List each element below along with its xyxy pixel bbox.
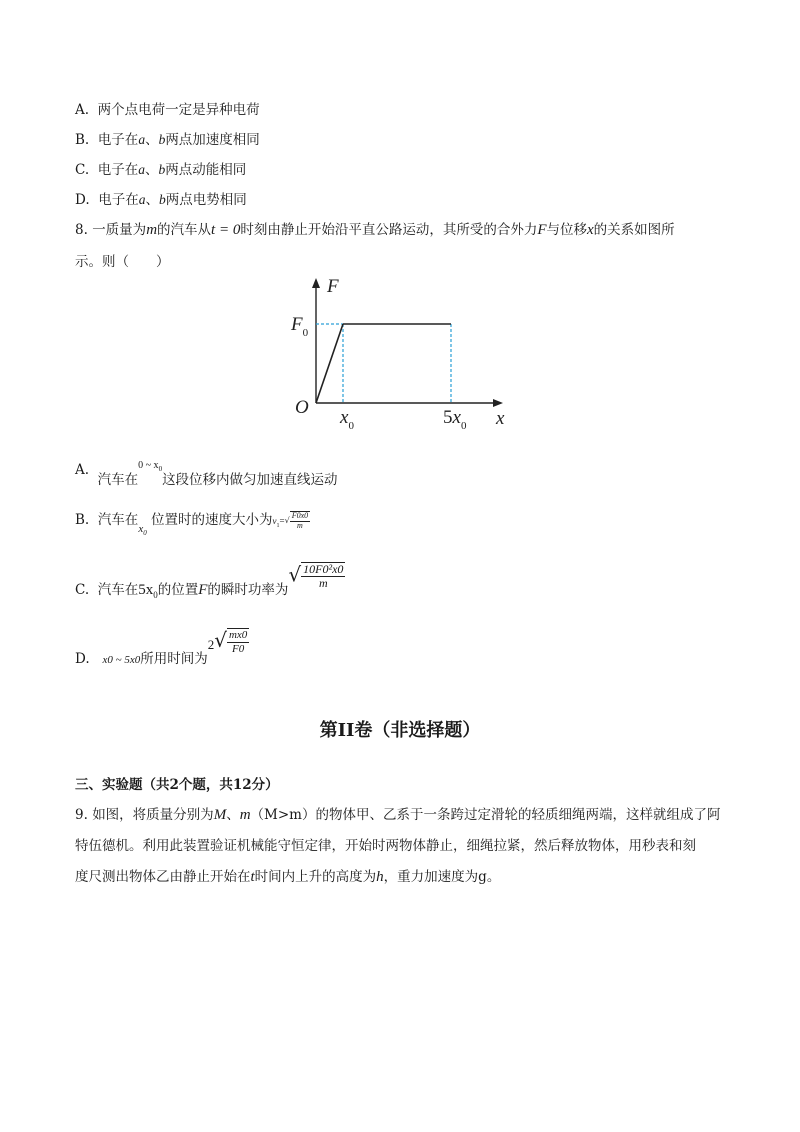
origin-label: O	[295, 397, 309, 418]
section3-heading: 三、实验题（共2个题，共12分）	[75, 777, 279, 793]
q8-option-d: D. $_{x0 \sim 5x0}$所用时间为2√ $\frac{mx0}{F0}$	[75, 628, 248, 667]
y-tick-f0: $F_0$	[291, 314, 309, 339]
y-axis-label: F	[327, 276, 339, 297]
q7-option-b: B. 电子在a、b两点加速度相同	[75, 132, 260, 148]
part2-title: 第II卷（非选择题）	[319, 720, 481, 741]
series-segment-ramp	[316, 324, 343, 403]
x-tick-x0: $x_0$	[340, 407, 354, 432]
y-axis-arrow	[312, 278, 320, 288]
q8-option-b: B. 汽车在$_{x_0}$ 位置时的速度大小为$v_1=√$ $\frac{F0x0}{m}$	[75, 510, 309, 538]
q7-option-a: A. 两个点电荷一定是异种电荷	[75, 102, 260, 118]
x-axis-label: x	[496, 408, 505, 429]
x-tick-5x0: $5x_0$	[443, 407, 467, 432]
q9-stem-line1: 9. 如图，将质量分别为M、m（M>m）的物体甲、乙系于一条跨过定滑轮的轻质细绳两端，这样就组成了阿	[75, 807, 721, 823]
q8-stem-line2: 示。则（ ）	[75, 254, 170, 270]
x-axis-arrow	[493, 399, 503, 407]
q7-option-d: D. 电子在a、b两点电势相同	[75, 192, 247, 208]
q8-option-c: C. 汽车在$5x_0$的位置F的瞬时功率为√ $\frac{\text{10F0²x0}}{m}$	[75, 562, 344, 600]
q9-stem-line3: 度尺测出物体乙由静止开始在t时间内上升的高度为h，重力加速度为g。	[75, 869, 501, 885]
q9-stem-line2: 特伍德机。利用此装置验证机械能守恒定律，开始时两物体静止，细绳拉紧，然后释放物体，用秒表和刻	[75, 838, 696, 854]
q8-option-a: A. 汽车在$^{0 \sim x_0}$这段位移内做匀加速直线运动	[75, 460, 338, 488]
q8-stem-line1: 8. 一质量为m的汽车从t = 0时刻由静止开始沿平直公路运动，其所受的合外力F与位移x的关系如图所	[75, 222, 675, 238]
force-displacement-graph	[285, 272, 515, 434]
q7-option-c: C. 电子在a、b两点动能相同	[75, 162, 247, 178]
